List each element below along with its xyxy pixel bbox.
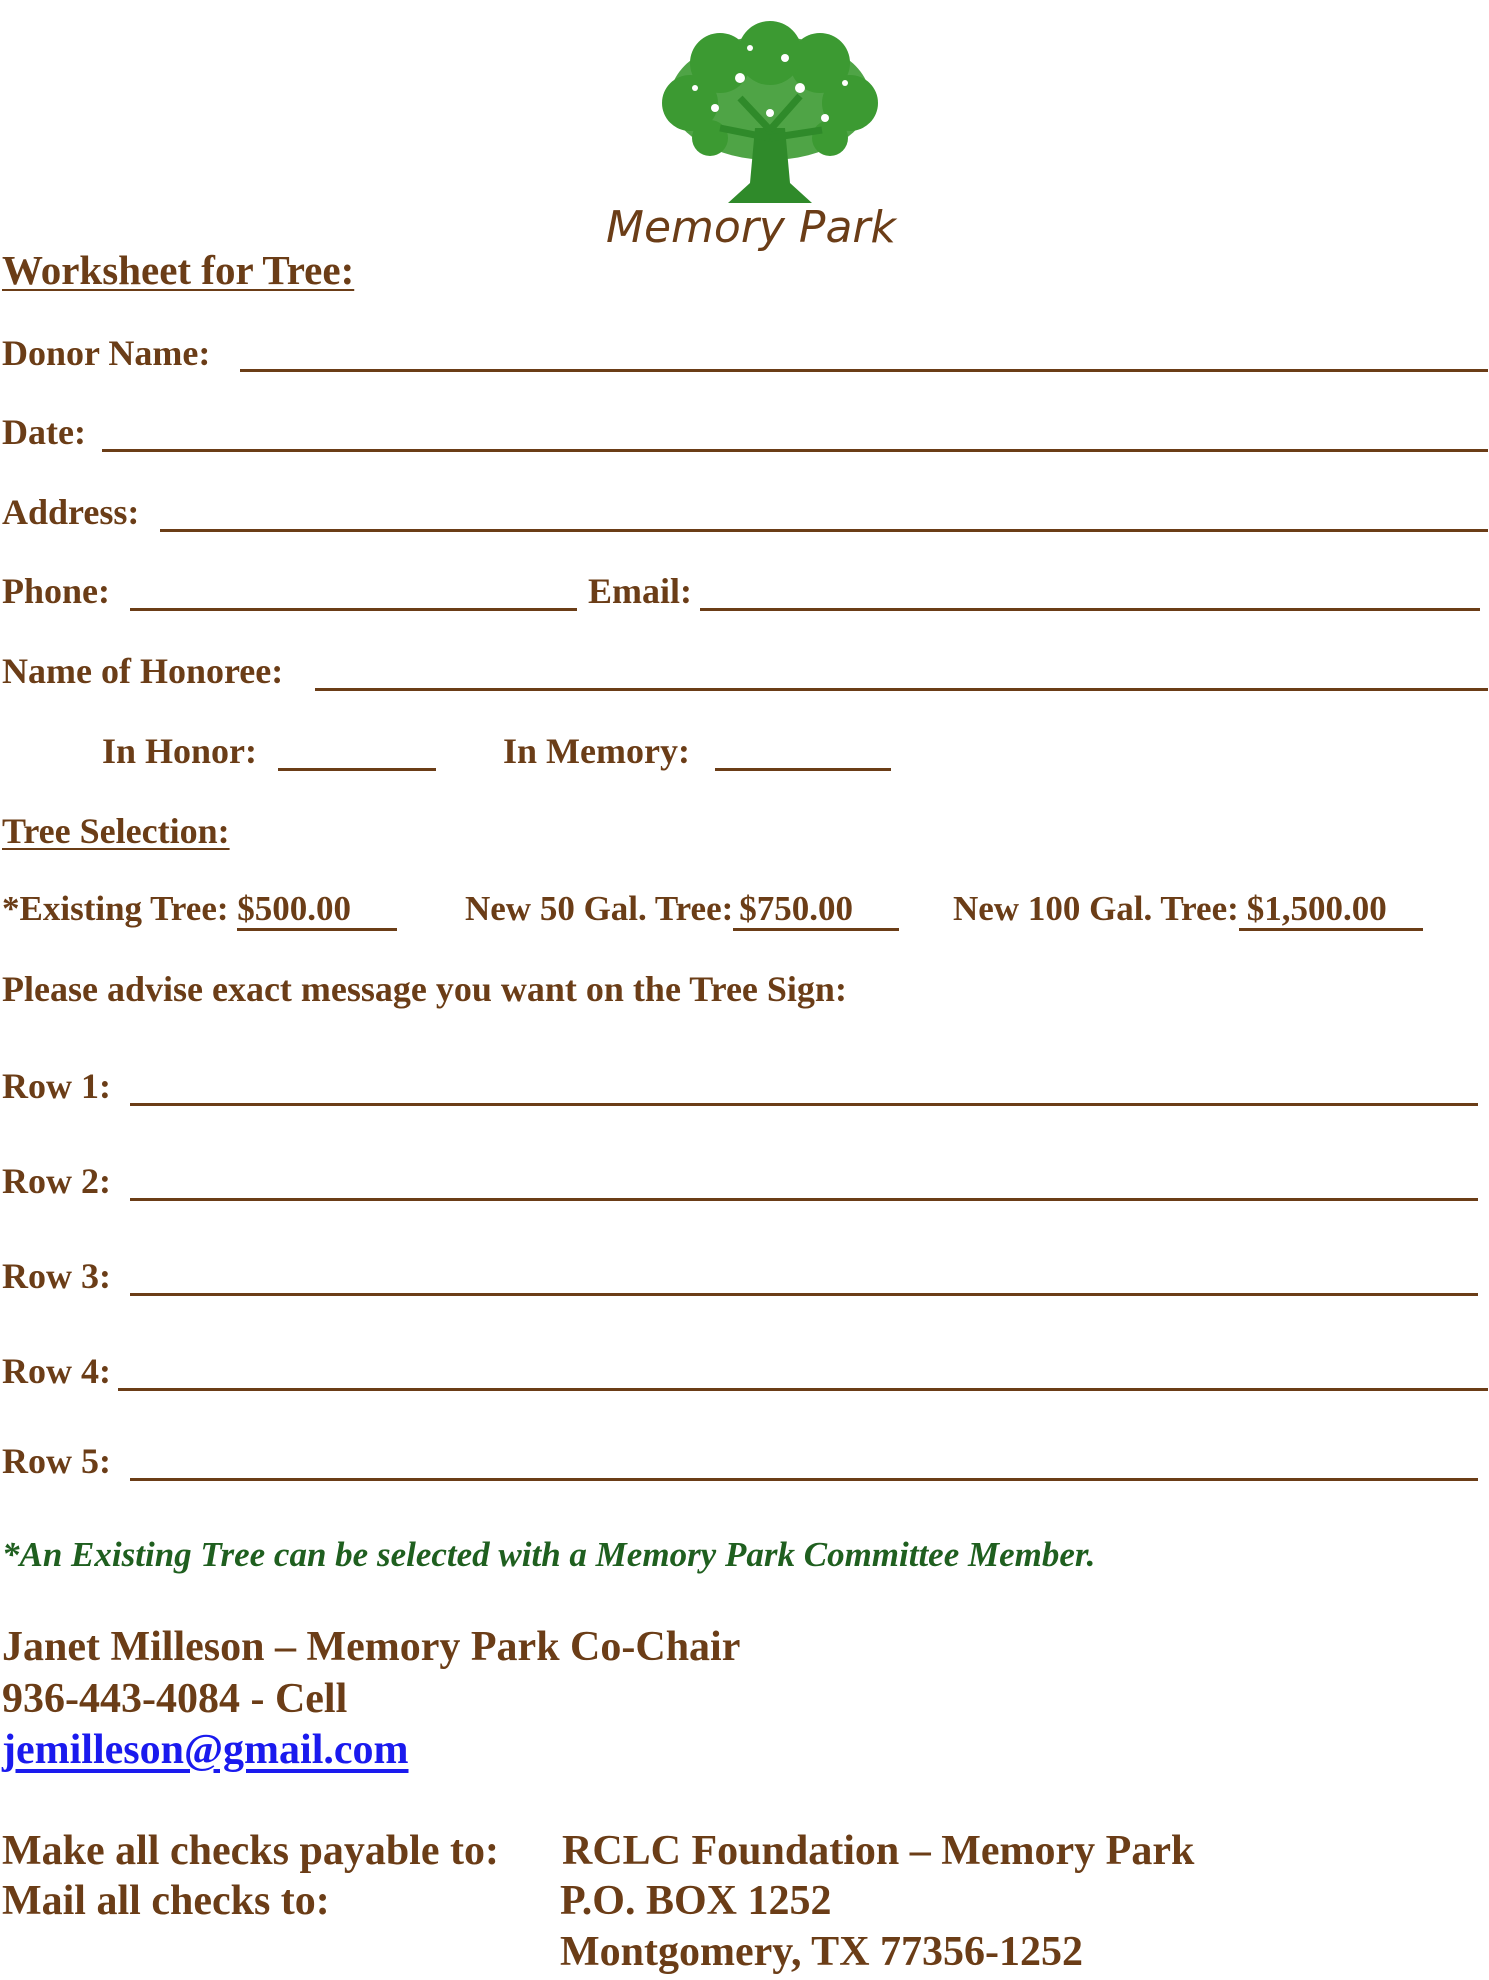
mail-address-line1: P.O. BOX 1252 [560,1878,832,1924]
tree-selection-heading: Tree Selection: [2,811,230,851]
new-50-gal-price[interactable]: $750.00 [733,890,899,931]
row-2-label: Row 2: [2,1161,111,1201]
payable-label: Make all checks payable to: [2,1828,499,1874]
donor-name-label: Donor Name: [2,333,211,373]
tree-price-row [2,889,397,931]
mail-address-line2: Montgomery, TX 77356-1252 [560,1929,1084,1975]
address-label: Address: [2,492,140,532]
in-honor-field[interactable] [278,768,436,771]
row-4-field[interactable] [118,1388,1488,1391]
row-5-label: Row 5: [2,1441,111,1481]
phone-field[interactable] [130,608,577,611]
row-2-field[interactable] [130,1198,1478,1201]
page-title: Worksheet for Tree: [2,247,355,293]
in-honor-label: In Honor: [102,731,258,771]
row-4-label: Row 4: [2,1351,111,1391]
row-1-label: Row 1: [2,1066,111,1106]
new-100-gal-price[interactable]: $1,500.00 [1239,890,1423,931]
address-field[interactable] [160,529,1488,532]
logo-text: Memory Park [606,202,896,253]
contact-email-link[interactable]: jemilleson@gmail.com [2,1727,409,1773]
row-5-field[interactable] [130,1478,1478,1481]
phone-label: Phone: [2,571,110,611]
email-label: Email: [588,571,692,611]
honoree-field[interactable] [315,688,1488,691]
new-50-gal-label: New 50 Gal. Tree: [465,889,734,928]
mail-label: Mail all checks to: [2,1878,330,1924]
row-3-label: Row 3: [2,1256,111,1296]
existing-tree-label: *Existing Tree: [2,889,229,928]
logo [600,18,940,258]
payable-to: RCLC Foundation – Memory Park [562,1828,1195,1874]
tree-icon [600,18,940,208]
in-memory-field[interactable] [715,768,891,771]
sign-message-prompt: Please advise exact message you want on the Tree Sign: [2,969,847,1009]
donor-name-field[interactable] [240,369,1488,372]
contact-phone: 936-443-4084 - Cell [2,1676,348,1722]
row-3-field[interactable] [130,1293,1478,1296]
date-field[interactable] [102,449,1488,452]
existing-tree-price[interactable]: $500.00 [237,890,397,931]
in-memory-label: In Memory: [503,731,690,771]
honoree-label: Name of Honoree: [2,651,284,691]
contact-name: Janet Milleson – Memory Park Co-Chair [2,1624,741,1670]
row-1-field[interactable] [130,1103,1478,1106]
email-field[interactable] [700,608,1480,611]
existing-tree-note: *An Existing Tree can be selected with a Memory Park Committee Member. [2,1535,1096,1574]
new-100-gal-label: New 100 Gal. Tree: [953,889,1239,928]
date-label: Date: [2,412,86,452]
